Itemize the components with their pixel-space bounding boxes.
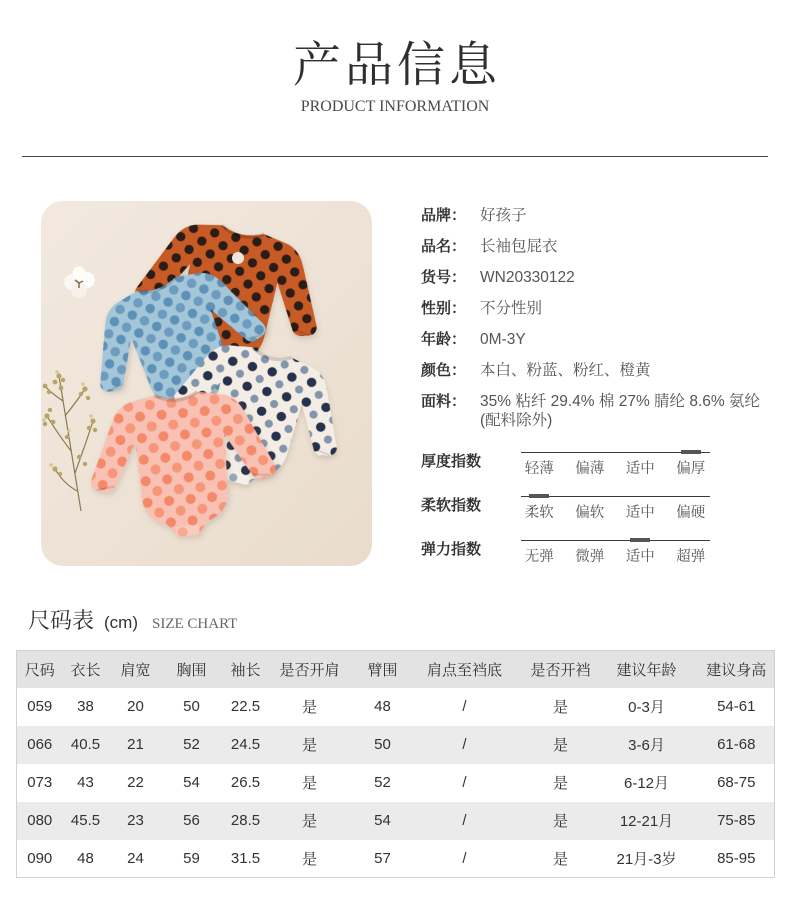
- page-subtitle: PRODUCT INFORMATION: [300, 98, 490, 115]
- index-marker: [529, 494, 549, 498]
- cell-crotch-opening: 是: [552, 850, 568, 868]
- spec-item-number: [421, 262, 783, 293]
- table-header-row: [17, 651, 775, 688]
- spec-value: 不分性别: [480, 300, 543, 317]
- cell-chest: 52: [183, 736, 200, 753]
- table-row: [17, 688, 775, 726]
- cell-shoulder-opening: 是: [301, 850, 317, 868]
- cell-shoulder-to-crotch: /: [462, 774, 467, 791]
- cell-suggested-age: 0-3月: [628, 699, 665, 716]
- cell-sleeve-length: 22.5: [230, 698, 261, 715]
- index-level: 偏软: [575, 505, 605, 521]
- index-levels: [514, 460, 716, 478]
- cell-shoulder-width: 22: [127, 774, 144, 791]
- spec-label: 颜色：: [421, 362, 467, 379]
- cell-suggested-height: 85-95: [717, 849, 756, 867]
- spec-label: 品名：: [421, 238, 467, 255]
- cell-shoulder-opening: 是: [301, 737, 317, 754]
- spec-label: 品牌：: [421, 207, 467, 224]
- size-chart-unit: (cm): [104, 613, 138, 632]
- page-title: 产品信息: [292, 37, 501, 93]
- cell-size: 066: [27, 736, 53, 753]
- table-row: [17, 764, 775, 802]
- index-levels: [514, 548, 716, 566]
- spec-product-name: [421, 231, 783, 262]
- index-level: 轻薄: [524, 461, 554, 477]
- cell-body-length: 38: [77, 698, 94, 715]
- column-header-body-length: 衣长: [70, 661, 101, 679]
- cell-shoulder-to-crotch: /: [462, 812, 467, 829]
- cell-size: 080: [27, 812, 53, 829]
- cell-arm-circumference: 48: [374, 698, 391, 715]
- cell-body-length: 43: [77, 774, 94, 791]
- column-header-crotch-opening: 是否开裆: [530, 661, 591, 679]
- spec-brand: [421, 200, 783, 231]
- spec-colors: [421, 355, 783, 386]
- spec-label: 面料：: [421, 393, 467, 410]
- spec-label: 年龄：: [421, 331, 467, 348]
- column-header-size: 尺码: [24, 661, 55, 679]
- index-label: 柔软指数: [421, 497, 482, 514]
- spec-fabric: [421, 386, 783, 417]
- product-photo-illustration: [41, 201, 372, 566]
- size-chart-subtitle: SIZE CHART: [152, 616, 238, 632]
- index-level: 偏薄: [575, 461, 605, 477]
- index-scale-line: [521, 496, 710, 497]
- cell-suggested-height: 68-75: [717, 774, 756, 791]
- spec-age: [421, 324, 783, 355]
- index-level: 偏硬: [676, 505, 706, 521]
- product-photo: [41, 201, 372, 566]
- cell-sleeve-length: 24.5: [230, 736, 261, 753]
- cell-sleeve-length: 28.5: [230, 812, 261, 829]
- cell-suggested-age: 21月-3岁: [616, 850, 677, 868]
- cell-size: 090: [27, 849, 53, 867]
- cell-sleeve-length: 31.5: [230, 849, 261, 867]
- cell-suggested-height: 54-61: [717, 698, 756, 715]
- index-label: 厚度指数: [421, 453, 482, 470]
- column-header-chest: 胸围: [176, 661, 207, 679]
- index-level: 柔软: [524, 505, 554, 521]
- cell-shoulder-to-crotch: /: [462, 736, 467, 753]
- header-divider: [22, 156, 768, 157]
- index-level: 微弹: [575, 549, 605, 565]
- cell-suggested-age: 12-21月: [619, 813, 674, 830]
- cell-body-length: 45.5: [70, 812, 101, 829]
- cell-arm-circumference: 52: [374, 774, 391, 791]
- cell-suggested-height: 75-85: [717, 812, 756, 829]
- table-row: [17, 840, 775, 878]
- index-level: 无弹: [524, 549, 554, 565]
- cell-arm-circumference: 50: [374, 736, 391, 753]
- index-level: 适中: [625, 505, 655, 521]
- cell-size: 073: [27, 774, 53, 791]
- cell-chest: 56: [183, 812, 200, 829]
- cell-crotch-opening: 是: [552, 813, 568, 830]
- cell-suggested-age: 3-6月: [628, 737, 665, 754]
- index-level: 适中: [625, 549, 655, 565]
- index-levels: [514, 504, 716, 522]
- cell-crotch-opening: 是: [552, 737, 568, 754]
- cell-suggested-height: 61-68: [717, 736, 756, 753]
- index-level: 偏厚: [676, 461, 706, 477]
- spec-value: 本白、粉蓝、粉红、橙黄: [480, 362, 651, 379]
- softness-index: [421, 484, 721, 524]
- spec-label: 性别：: [421, 300, 467, 317]
- cell-chest: 50: [183, 698, 200, 715]
- spec-gender: [421, 293, 783, 324]
- column-header-arm-circumference: 臂围: [367, 661, 398, 679]
- column-header-shoulder-opening: 是否开肩: [279, 661, 340, 679]
- cell-shoulder-opening: 是: [301, 775, 317, 792]
- spec-label: 货号：: [421, 269, 467, 286]
- index-scale-line: [521, 540, 710, 541]
- cell-chest: 54: [183, 774, 200, 791]
- index-level: 适中: [625, 461, 655, 477]
- product-specs: [421, 200, 783, 431]
- orange-bodysuit-badge: [232, 252, 244, 264]
- cell-size: 059: [27, 698, 53, 715]
- cell-sleeve-length: 26.5: [230, 774, 261, 791]
- cell-shoulder-opening: 是: [301, 813, 317, 830]
- cell-arm-circumference: 57: [374, 849, 391, 867]
- spec-value: 35% 粘纤 29.4% 棉 27% 腈纶 8.6% 氨纶: [480, 393, 760, 410]
- index-marker: [681, 450, 701, 454]
- index-marker: [630, 538, 650, 542]
- cell-shoulder-to-crotch: /: [462, 849, 467, 867]
- spec-value: 0M-3Y: [480, 331, 526, 348]
- column-header-suggested-height: 建议身高: [706, 661, 767, 679]
- column-header-sleeve-length: 袖长: [230, 661, 261, 679]
- size-chart-heading: [28, 607, 237, 635]
- cell-body-length: 40.5: [70, 736, 101, 753]
- column-header-shoulder-width: 肩宽: [120, 661, 151, 679]
- cell-shoulder-width: 21: [127, 736, 144, 753]
- spec-fabric-note: (配料除外): [480, 412, 553, 429]
- cell-arm-circumference: 54: [374, 812, 391, 829]
- thickness-index: [421, 440, 721, 480]
- cell-crotch-opening: 是: [552, 699, 568, 716]
- spec-value: 好孩子: [480, 207, 527, 224]
- cell-shoulder-opening: 是: [301, 699, 317, 716]
- elasticity-index: [421, 528, 721, 568]
- spec-value: WN20330122: [480, 269, 575, 286]
- size-chart-table: [16, 650, 775, 878]
- index-level: 超弹: [676, 549, 706, 565]
- index-label: 弹力指数: [421, 541, 482, 558]
- cell-suggested-age: 6-12月: [623, 775, 670, 792]
- cell-body-length: 48: [77, 849, 94, 867]
- cell-shoulder-width: 23: [127, 812, 144, 829]
- spec-value: 长袖包屁衣: [480, 238, 558, 255]
- column-header-suggested-age: 建议年龄: [616, 661, 677, 679]
- table-row: [17, 802, 775, 840]
- table-row: [17, 726, 775, 764]
- cell-crotch-opening: 是: [552, 775, 568, 792]
- cell-shoulder-to-crotch: /: [462, 698, 467, 715]
- cell-shoulder-width: 24: [127, 849, 144, 867]
- column-header-shoulder-to-crotch: 肩点至裆底: [426, 661, 502, 679]
- cell-shoulder-width: 20: [127, 698, 144, 715]
- cell-chest: 59: [183, 849, 200, 867]
- size-chart-title: 尺码表: [28, 608, 95, 633]
